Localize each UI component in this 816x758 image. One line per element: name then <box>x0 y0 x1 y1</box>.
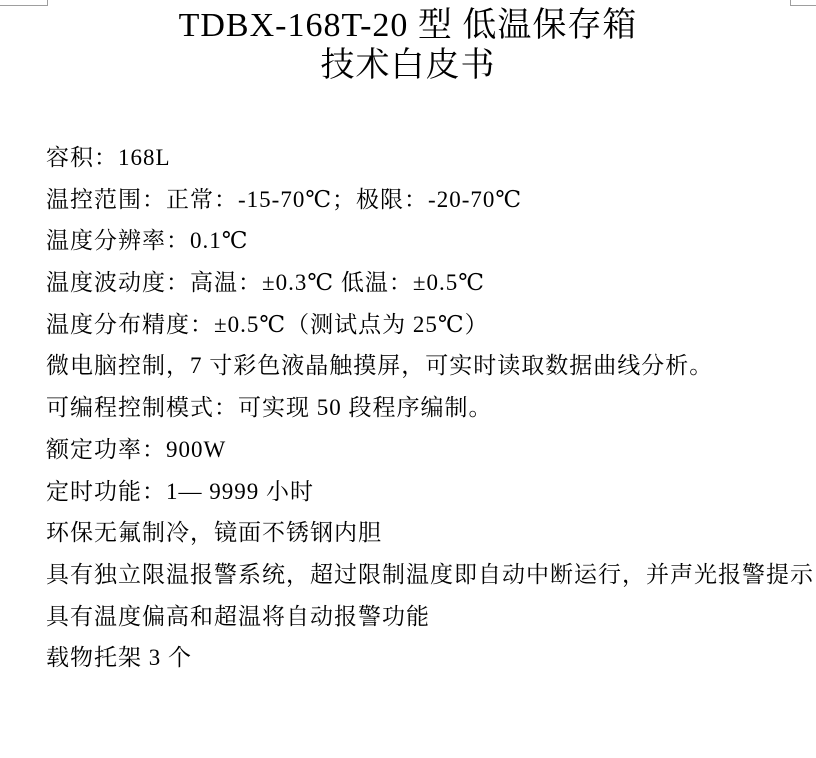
spec-list <box>46 137 814 679</box>
spec-line-capacity: 容积：168L <box>46 145 171 170</box>
title-line-2: 技术白皮书 <box>320 47 496 84</box>
title-line-1: TDBX-168T-20 型 低温保存箱 <box>178 7 638 44</box>
spec-line-rated-power: 额定功率：900W <box>46 436 227 462</box>
spec-line-timer: 定时功能：1— 9999 小时 <box>46 478 314 504</box>
document-title <box>0 6 816 86</box>
spec-line-temp-resolution: 温度分辨率：0.1℃ <box>46 228 249 254</box>
spec-line-shelves: 载物托架 3 个 <box>46 645 192 671</box>
spec-line-programmable: 可编程控制模式：可实现 50 段程序编制。 <box>46 395 493 421</box>
spec-line-over-temp-alarm: 具有温度偏高和超温将自动报警功能 <box>46 603 430 629</box>
spec-line-temp-fluctuation: 温度波动度：高温：±0.3℃ 低温：±0.5℃ <box>46 270 485 296</box>
spec-line-refrigeration: 环保无氟制冷，镜面不锈钢内胆 <box>46 520 382 546</box>
spec-line-limit-alarm: 具有独立限温报警系统，超过限制温度即自动中断运行，并声光报警提示 <box>46 561 814 587</box>
spec-line-temp-uniformity: 温度分布精度：±0.5℃（测试点为 25℃） <box>46 311 489 337</box>
spec-line-controller: 微电脑控制，7 寸彩色液晶触摸屏，可实时读取数据曲线分析。 <box>46 353 714 379</box>
spec-line-temp-range: 温控范围：正常：-15-70℃；极限：-20-70℃ <box>46 186 523 212</box>
